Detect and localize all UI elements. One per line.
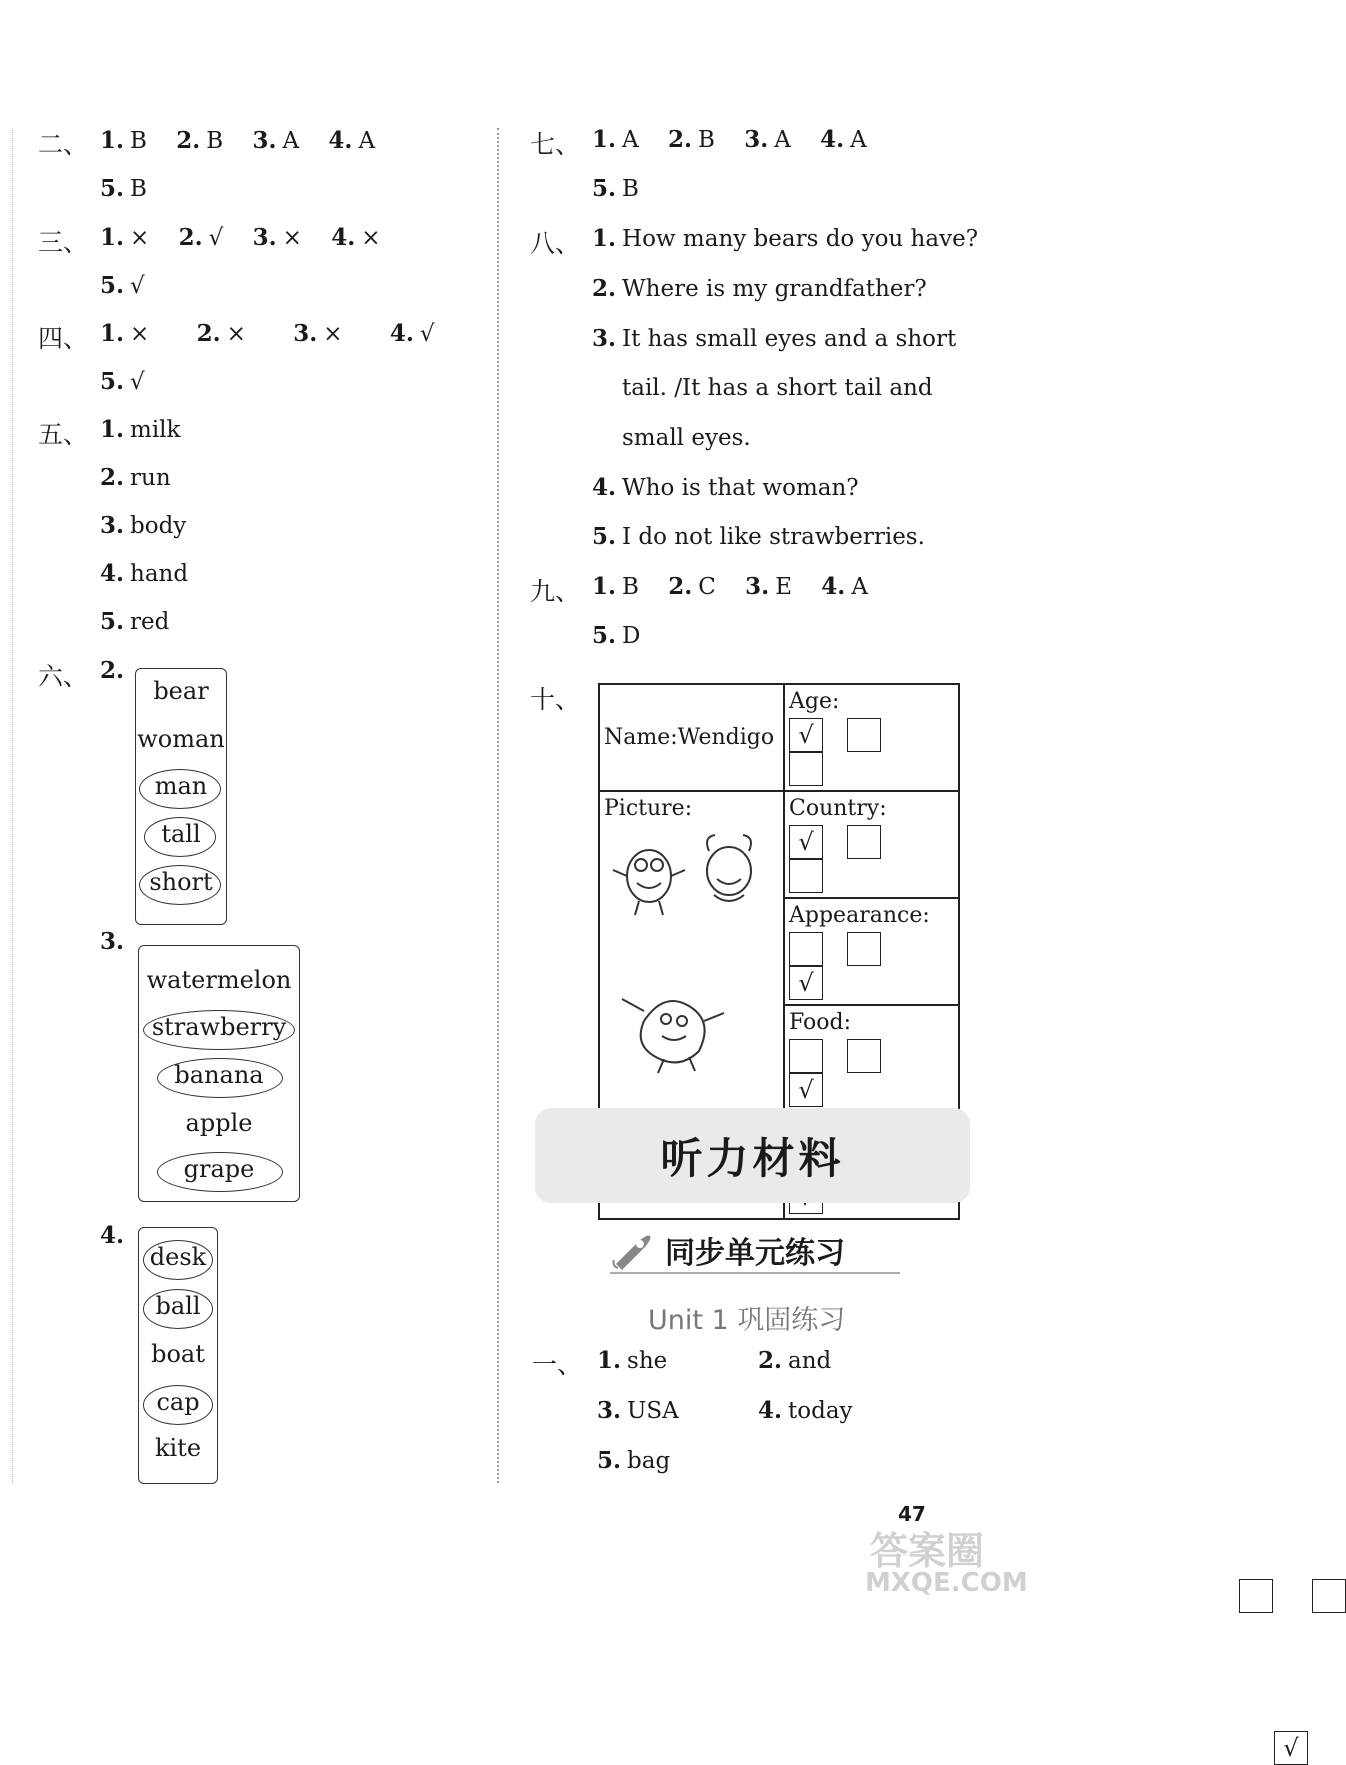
checkbox[interactable] (789, 859, 823, 893)
section-9-row-1: 1. B 2. C 3. E 4. A (592, 573, 868, 600)
word: apple (185, 1109, 253, 1137)
section-2-row-1: 1. B 2. B 3. A 4. A (100, 127, 376, 154)
unit-title: Unit 1 巩固练习 (648, 1305, 846, 1336)
country-label: Country: (789, 796, 887, 821)
watermark-text: 答案圈 (870, 1529, 985, 1573)
monster-illustrations (604, 821, 774, 1101)
column-divider (497, 128, 499, 1483)
section-4-row-1: 1. × 2. × 3. × 4. √ (100, 320, 435, 347)
checkbox-checked[interactable]: √ (1274, 1731, 1308, 1765)
word: short (149, 868, 213, 896)
name-text: Name:Wendigo (604, 725, 775, 750)
word: bear (153, 677, 209, 705)
listening-section-1-label: 一、 (532, 1350, 583, 1379)
section-5-item: 2. run (100, 464, 171, 491)
section-6-label: 六、 (38, 662, 89, 691)
word-box-q3 (138, 945, 300, 1202)
word: kite (154, 1434, 202, 1462)
section-8-item: 2. Where is my grandfather? (592, 275, 927, 302)
section-6-q3-number: 3. (100, 928, 125, 955)
checkbox-checked[interactable]: √ (789, 1073, 823, 1107)
checkbox[interactable] (1239, 1579, 1273, 1613)
section-subheading: 同步单元练习 (665, 1236, 845, 1271)
word-box-q2 (135, 668, 227, 925)
section-7-row-1: 1. A 2. B 3. A 4. A (592, 126, 867, 153)
picture-label: Picture: (604, 796, 693, 821)
listening-item: 3. USA (597, 1397, 679, 1424)
listening-item: 2. and (758, 1347, 832, 1374)
section-5-item: 1. milk (100, 416, 181, 443)
word: strawberry (151, 1013, 287, 1041)
checkbox-checked[interactable]: √ (789, 718, 823, 752)
listening-material-banner (535, 1108, 970, 1203)
word-box-q4 (138, 1227, 218, 1484)
checkbox[interactable] (847, 1039, 881, 1073)
section-4-label: 四、 (38, 324, 89, 353)
section-2-label: 二、 (38, 130, 89, 159)
name-cell (599, 684, 784, 791)
section-5-item: 5. red (100, 608, 170, 635)
section-2-row-2: 5. B (100, 175, 147, 202)
subheading-underline (610, 1272, 900, 1274)
section-10-label: 十、 (530, 685, 581, 714)
watermark-url: MXQE.COM (865, 1568, 1028, 1598)
section-7-row-2: 5. B (592, 175, 639, 202)
country-cell (784, 791, 959, 898)
section-5-label: 五、 (38, 420, 89, 449)
word: banana (174, 1061, 264, 1089)
section-8-item-cont: tail. /It has a short tail and (622, 375, 933, 401)
section-3-row-2: 5. √ (100, 272, 145, 299)
banner-title: 听力材料 (660, 1134, 845, 1183)
age-cell (784, 684, 959, 791)
checkbox[interactable] (789, 1039, 823, 1073)
section-7-label: 七、 (530, 130, 581, 159)
checkbox[interactable] (847, 718, 881, 752)
section-8-item-cont: small eyes. (622, 425, 751, 451)
section-8-item: 5. I do not like strawberries. (592, 523, 925, 550)
section-8-label: 八、 (530, 229, 581, 258)
food-label: Food: (789, 1010, 852, 1035)
section-6-q2-number: 2. (100, 657, 125, 684)
section-4-row-2: 5. √ (100, 368, 145, 395)
section-9-label: 九、 (530, 577, 581, 606)
checkbox-checked[interactable]: √ (789, 825, 823, 859)
food-cell (784, 1005, 959, 1112)
section-3-row-1: 1. × 2. √ 3. × 4. × (100, 224, 381, 251)
page-number: 47 (898, 1502, 926, 1526)
section-3-label: 三、 (38, 228, 89, 257)
rocket-icon (610, 1230, 654, 1270)
section-5-item: 4. hand (100, 560, 189, 587)
section-8-item: 4. Who is that woman? (592, 474, 859, 501)
word: tall (161, 820, 201, 848)
section-6-q4-number: 4. (100, 1222, 125, 1249)
checkbox[interactable] (847, 825, 881, 859)
listening-item: 4. today (758, 1397, 853, 1424)
section-5-item: 3. body (100, 512, 187, 539)
word: grape (183, 1155, 255, 1183)
appearance-label: Appearance: (789, 903, 930, 928)
word: watermelon (146, 966, 292, 994)
listening-item: 5. bag (597, 1447, 671, 1474)
word: boat (151, 1340, 205, 1368)
checkbox[interactable] (789, 752, 823, 786)
checkbox[interactable] (1312, 1579, 1346, 1613)
word: woman (137, 725, 225, 753)
section-8-item: 1. How many bears do you have? (592, 225, 979, 252)
appearance-cell (784, 898, 959, 1005)
age-label: Age: (789, 689, 840, 714)
section-8-item: 3. It has small eyes and a short (592, 325, 957, 352)
section-9-row-2: 5. D (592, 622, 641, 649)
listening-item: 1. she (597, 1347, 668, 1374)
word: cap (156, 1388, 200, 1416)
checkbox[interactable] (789, 932, 823, 966)
word: ball (155, 1292, 201, 1320)
left-margin-rule (12, 128, 13, 1483)
word: desk (149, 1243, 207, 1271)
checkbox[interactable] (847, 932, 881, 966)
word: man (154, 772, 208, 800)
checkbox-checked[interactable]: √ (789, 966, 823, 1000)
